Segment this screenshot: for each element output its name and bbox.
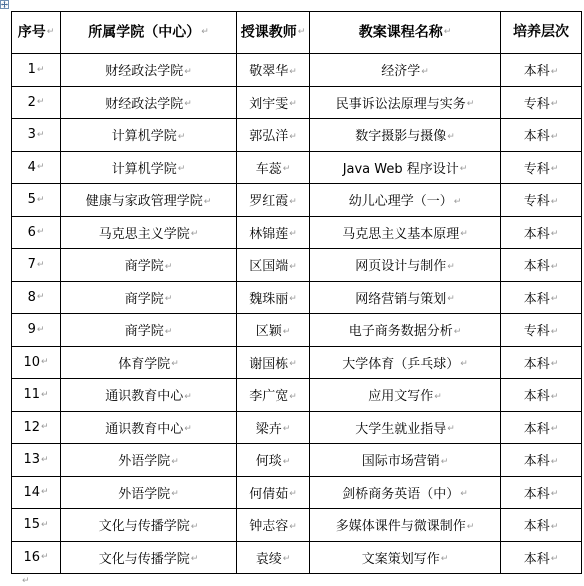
paragraph-mark-icon: ↵: [459, 164, 468, 175]
row-college-cell: [61, 54, 237, 87]
header-college: 所属学院（中心）↵: [61, 12, 237, 54]
paragraph-mark-icon: ↵: [460, 359, 468, 370]
paragraph-mark-icon: ↵: [177, 131, 186, 142]
row-teacher: 刘宇雯: [249, 96, 289, 112]
row-course: 数字摄影与摄像: [355, 129, 447, 145]
paragraph-mark-icon: ↵: [550, 164, 559, 175]
row-college: 健康与家政管理学院: [85, 194, 203, 210]
paragraph-mark-icon: ↵: [41, 389, 49, 400]
paragraph-mark-icon: ↵: [550, 131, 559, 142]
paragraph-mark-icon: ↵: [453, 196, 462, 207]
row-course-cell: [310, 444, 501, 477]
paragraph-mark-icon: ↵: [203, 196, 212, 207]
row-teacher: 罗红霞: [249, 194, 289, 210]
paragraph-mark-icon: ↵: [36, 97, 45, 108]
table-row: [12, 151, 582, 184]
row-level-cell: [501, 54, 582, 87]
paragraph-mark-icon: ↵: [184, 391, 192, 402]
row-college-cell: [61, 184, 237, 217]
row-college-cell: [61, 119, 237, 152]
move-arrows-icon: [1, 1, 8, 8]
row-teacher-cell: [237, 314, 310, 347]
paragraph-mark-icon: ↵: [550, 294, 559, 305]
paragraph-mark-icon: ↵: [550, 554, 559, 565]
row-index-cell: [12, 411, 61, 444]
row-index: 6: [27, 224, 36, 240]
row-course-cell: [310, 216, 501, 249]
row-index-cell: [12, 216, 61, 249]
row-college: 文化与传播学院: [98, 551, 190, 567]
row-index-cell: [12, 476, 61, 509]
row-teacher-cell: [237, 54, 310, 87]
row-college-cell: [61, 346, 237, 379]
row-level-cell: [501, 509, 582, 542]
row-college-cell: [61, 476, 237, 509]
paragraph-mark-icon: ↵: [550, 424, 559, 435]
row-index: 2: [27, 94, 36, 110]
row-teacher-cell: [237, 541, 310, 574]
paragraph-mark-icon: ↵: [41, 454, 49, 465]
paragraph-mark-icon: ↵: [550, 229, 559, 240]
paragraph-mark-icon: ↵: [289, 229, 297, 240]
row-level: 本科: [523, 64, 550, 80]
row-index: 8: [27, 289, 36, 305]
row-college: 外语学院: [118, 454, 171, 470]
row-level: 本科: [523, 519, 550, 535]
header-index: 序号↵: [12, 12, 61, 54]
row-course-cell: [310, 184, 501, 217]
course-table: [11, 11, 582, 574]
row-teacher: 敬翠华: [249, 64, 289, 80]
row-course: 电子商务数据分析: [348, 324, 453, 340]
row-index: 12: [23, 419, 40, 435]
row-teacher-cell: [237, 119, 310, 152]
header-level: 培养层次: [501, 12, 582, 54]
row-level-cell: [501, 119, 582, 152]
paragraph-mark-icon: ↵: [190, 229, 199, 240]
paragraph-mark-icon: ↵: [550, 66, 559, 77]
row-teacher-cell: [237, 476, 310, 509]
paragraph-mark-icon: ↵: [36, 227, 45, 238]
paragraph-mark-icon: ↵: [550, 456, 559, 467]
row-teacher: 何倩茹: [249, 486, 289, 502]
paragraph-mark-icon: ↵: [282, 326, 291, 337]
table-row: [12, 86, 582, 119]
row-course: 应用文写作: [368, 389, 434, 405]
row-level-cell: [501, 184, 582, 217]
row-college-cell: [61, 249, 237, 282]
row-course-cell: [310, 249, 501, 282]
paragraph-mark-icon: ↵: [550, 521, 559, 532]
row-teacher: 李广宽: [249, 389, 289, 405]
row-college: 计算机学院: [111, 129, 177, 145]
row-course-cell: [310, 86, 501, 119]
paragraph-mark-icon: ↵: [460, 489, 468, 500]
paragraph-mark-icon: ↵: [282, 164, 291, 175]
paragraph-mark-icon: ↵: [421, 66, 429, 77]
row-course: 大学生就业指导: [355, 421, 447, 437]
row-college-cell: [61, 444, 237, 477]
row-college: 计算机学院: [111, 161, 177, 177]
row-teacher-cell: [237, 216, 310, 249]
paragraph-mark-icon: ↵: [41, 519, 49, 530]
paragraph-mark-icon: ↵: [164, 294, 173, 305]
paragraph-mark-icon: ↵: [550, 359, 559, 370]
paragraph-mark-icon: ↵: [190, 521, 199, 532]
row-index-cell: [12, 509, 61, 542]
paragraph-mark-icon: ↵: [289, 99, 297, 110]
row-teacher: 钟志容: [249, 519, 289, 535]
row-index: 10: [23, 354, 40, 370]
paragraph-mark-icon: ↵: [36, 194, 45, 205]
table-row: [12, 216, 582, 249]
row-level-cell: [501, 444, 582, 477]
row-college: 文化与传播学院: [98, 519, 190, 535]
row-level: 专科: [523, 324, 550, 340]
row-teacher-cell: [237, 346, 310, 379]
paragraph-mark-icon: ↵: [171, 359, 179, 370]
paragraph-mark-icon: ↵: [36, 324, 45, 335]
row-college-cell: [61, 411, 237, 444]
row-course-cell: [310, 314, 501, 347]
row-teacher: 谢国栋: [249, 356, 289, 372]
row-teacher-cell: [237, 151, 310, 184]
row-course: 网络营销与策划: [355, 291, 447, 307]
paragraph-mark-icon: ↵: [550, 99, 559, 110]
row-college-cell: [61, 151, 237, 184]
row-college: 财经政法学院: [105, 96, 184, 112]
row-teacher: 何琰: [255, 454, 282, 470]
row-index-cell: [12, 346, 61, 379]
row-college: 通识教育中心: [105, 389, 184, 405]
row-course-cell: [310, 346, 501, 379]
row-teacher: 袁绫: [255, 551, 282, 567]
paragraph-mark-icon: ↵: [434, 391, 442, 402]
table-row: [12, 54, 582, 87]
row-course: 网页设计与制作: [355, 259, 447, 275]
row-course: 剑桥商务英语（中）: [342, 486, 460, 502]
row-level-cell: [501, 541, 582, 574]
row-teacher-cell: [237, 184, 310, 217]
paragraph-mark-icon: ↵: [289, 489, 297, 500]
row-level: 本科: [523, 356, 550, 372]
row-course-cell: [310, 509, 501, 542]
paragraph-mark-icon: ↵: [184, 66, 192, 77]
paragraph-mark-icon: ↵: [282, 456, 291, 467]
row-level-cell: [501, 281, 582, 314]
row-index: 1: [27, 62, 36, 78]
paragraph-mark-icon: ↵: [289, 261, 297, 272]
row-index: 3: [27, 127, 36, 143]
paragraph-mark-icon: ↵: [289, 359, 297, 370]
table-row: [12, 314, 582, 347]
row-index-cell: [12, 151, 61, 184]
row-teacher: 车蕊: [255, 161, 282, 177]
row-teacher-cell: [237, 249, 310, 282]
paragraph-mark-icon: ↵: [550, 391, 559, 402]
row-college: 外语学院: [118, 486, 171, 502]
paragraph-mark-icon: ↵: [289, 131, 297, 142]
table-row: [12, 184, 582, 217]
paragraph-mark-icon: ↵: [289, 66, 297, 77]
paragraph-mark-icon: ↵: [282, 554, 291, 565]
paragraph-mark-icon: ↵: [440, 554, 449, 565]
row-college: 商学院: [124, 324, 164, 340]
table-row: [12, 281, 582, 314]
row-level: 本科: [523, 291, 550, 307]
row-college: 商学院: [124, 259, 164, 275]
row-index: 13: [23, 452, 40, 468]
row-course: 国际市场营销: [361, 454, 440, 470]
paragraph-mark-icon: ↵: [550, 261, 559, 272]
row-college: 体育学院: [118, 356, 171, 372]
row-index: 14: [23, 484, 40, 500]
row-index-cell: [12, 119, 61, 152]
row-teacher: 郭弘洋: [249, 129, 289, 145]
row-index: 11: [23, 387, 40, 403]
row-college-cell: [61, 86, 237, 119]
row-index: 16: [23, 549, 40, 565]
row-college: 商学院: [124, 291, 164, 307]
row-course-cell: [310, 476, 501, 509]
table-move-handle[interactable]: [0, 0, 9, 9]
row-teacher: 魏珠丽: [249, 291, 289, 307]
paragraph-mark-icon: ↵: [177, 164, 186, 175]
paragraph-mark-icon: ↵: [171, 489, 179, 500]
row-teacher-cell: [237, 379, 310, 412]
table-row: [12, 476, 582, 509]
row-college: 财经政法学院: [105, 64, 184, 80]
table-row: [12, 346, 582, 379]
paragraph-mark-icon: ↵: [289, 391, 297, 402]
paragraph-mark-icon: ↵: [36, 129, 45, 140]
row-college-cell: [61, 379, 237, 412]
row-course: 多媒体课件与微课制作: [335, 519, 466, 535]
paragraph-mark-icon: ↵: [184, 424, 192, 435]
row-index: 9: [27, 322, 36, 338]
paragraph-mark-icon: ↵: [447, 294, 455, 305]
row-course: 大学体育（乒乓球）: [342, 356, 460, 372]
table-row: [12, 541, 582, 574]
row-level: 本科: [523, 421, 550, 437]
paragraph-mark-icon: ↵: [282, 424, 291, 435]
paragraph-mark-icon: ↵: [171, 456, 179, 467]
row-index-cell: [12, 379, 61, 412]
row-teacher-cell: [237, 444, 310, 477]
row-course: 文案策划写作: [361, 551, 440, 567]
row-level-cell: [501, 379, 582, 412]
row-college-cell: [61, 541, 237, 574]
row-college-cell: [61, 314, 237, 347]
paragraph-mark-icon: ↵: [550, 326, 559, 337]
row-index-cell: [12, 314, 61, 347]
row-level: 专科: [523, 161, 550, 177]
row-level-cell: [501, 476, 582, 509]
row-level: 本科: [523, 129, 550, 145]
row-level: 专科: [523, 96, 550, 112]
paragraph-mark-icon: ↵: [289, 196, 297, 207]
row-college-cell: [61, 509, 237, 542]
table-row: [12, 411, 582, 444]
paragraph-mark-icon: ↵: [440, 456, 449, 467]
paragraph-mark-icon: ↵: [447, 424, 455, 435]
row-college: 马克思主义学院: [98, 226, 190, 242]
row-index-cell: [12, 184, 61, 217]
row-level: 专科: [523, 194, 550, 210]
paragraph-mark-icon: ↵: [190, 554, 199, 565]
row-index-cell: [12, 281, 61, 314]
paragraph-mark-icon: ↵: [550, 489, 559, 500]
row-index: 7: [27, 257, 36, 273]
row-level: 本科: [523, 551, 550, 567]
paragraph-mark-icon: ↵: [41, 552, 49, 563]
paragraph-mark-icon: ↵: [184, 99, 192, 110]
paragraph-mark-icon: ↵: [289, 521, 297, 532]
table-header-row: [12, 12, 582, 54]
row-course-cell: [310, 119, 501, 152]
row-level: 本科: [523, 389, 550, 405]
paragraph-mark-icon: ↵: [41, 422, 49, 433]
row-index-cell: [12, 86, 61, 119]
row-index: 4: [27, 159, 36, 175]
row-level-cell: [501, 249, 582, 282]
row-level: 本科: [523, 486, 550, 502]
row-course: 幼儿心理学（一）: [348, 194, 453, 210]
paragraph-mark-icon: ↵: [460, 229, 468, 240]
row-course: 马克思主义基本原理: [342, 226, 460, 242]
row-teacher-cell: [237, 509, 310, 542]
row-index-cell: [12, 249, 61, 282]
row-teacher-cell: [237, 281, 310, 314]
row-level-cell: [501, 216, 582, 249]
row-college-cell: [61, 281, 237, 314]
row-course-cell: [310, 541, 501, 574]
paragraph-mark-icon: ↵: [36, 64, 45, 75]
paragraph-mark-icon: ↵: [22, 576, 30, 586]
table-row: [12, 249, 582, 282]
row-teacher-cell: [237, 86, 310, 119]
table-row: [12, 379, 582, 412]
row-level-cell: [501, 346, 582, 379]
paragraph-mark-icon: ↵: [164, 326, 173, 337]
row-course-cell: [310, 411, 501, 444]
row-index-cell: [12, 54, 61, 87]
row-index-cell: [12, 444, 61, 477]
paragraph-mark-icon: ↵: [41, 487, 49, 498]
paragraph-mark-icon: ↵: [289, 294, 297, 305]
row-college: 通识教育中心: [105, 421, 184, 437]
row-course-cell: [310, 379, 501, 412]
row-teacher: 区颖: [255, 324, 282, 340]
row-college-cell: [61, 216, 237, 249]
row-teacher: 梁卉: [255, 421, 282, 437]
paragraph-mark-icon: ↵: [466, 99, 475, 110]
paragraph-mark-icon: ↵: [550, 196, 559, 207]
row-teacher: 林锦莲: [249, 226, 289, 242]
row-level-cell: [501, 314, 582, 347]
row-level-cell: [501, 151, 582, 184]
row-course: 民事诉讼法原理与实务: [335, 96, 466, 112]
row-teacher-cell: [237, 411, 310, 444]
table-row: [12, 444, 582, 477]
row-index: 15: [23, 517, 40, 533]
paragraph-mark-icon: ↵: [36, 259, 45, 270]
row-level: 本科: [523, 226, 550, 242]
paragraph-mark-icon: ↵: [466, 521, 475, 532]
row-teacher: 区国端: [249, 259, 289, 275]
paragraph-mark-icon: ↵: [447, 131, 455, 142]
paragraph-mark-icon: ↵: [164, 261, 173, 272]
paragraph-mark-icon: ↵: [36, 162, 45, 173]
table-row: [12, 509, 582, 542]
row-level: 本科: [523, 454, 550, 470]
row-level-cell: [501, 411, 582, 444]
row-course-cell: [310, 281, 501, 314]
header-course: 教案课程名称↵: [310, 12, 501, 54]
paragraph-mark-icon: ↵: [447, 261, 455, 272]
row-level-cell: [501, 86, 582, 119]
row-course: 经济学: [381, 64, 421, 80]
row-course: Java Web 程序设计: [342, 161, 459, 177]
row-index-cell: [12, 541, 61, 574]
table-row: [12, 119, 582, 152]
row-course-cell: [310, 151, 501, 184]
paragraph-mark-icon: ↵: [453, 326, 462, 337]
row-level: 本科: [523, 259, 550, 275]
header-teacher: 授课教师↵: [237, 12, 310, 54]
paragraph-mark-icon: ↵: [36, 292, 45, 303]
row-index: 5: [27, 192, 36, 208]
row-course-cell: [310, 54, 501, 87]
paragraph-mark-icon: ↵: [41, 357, 49, 368]
